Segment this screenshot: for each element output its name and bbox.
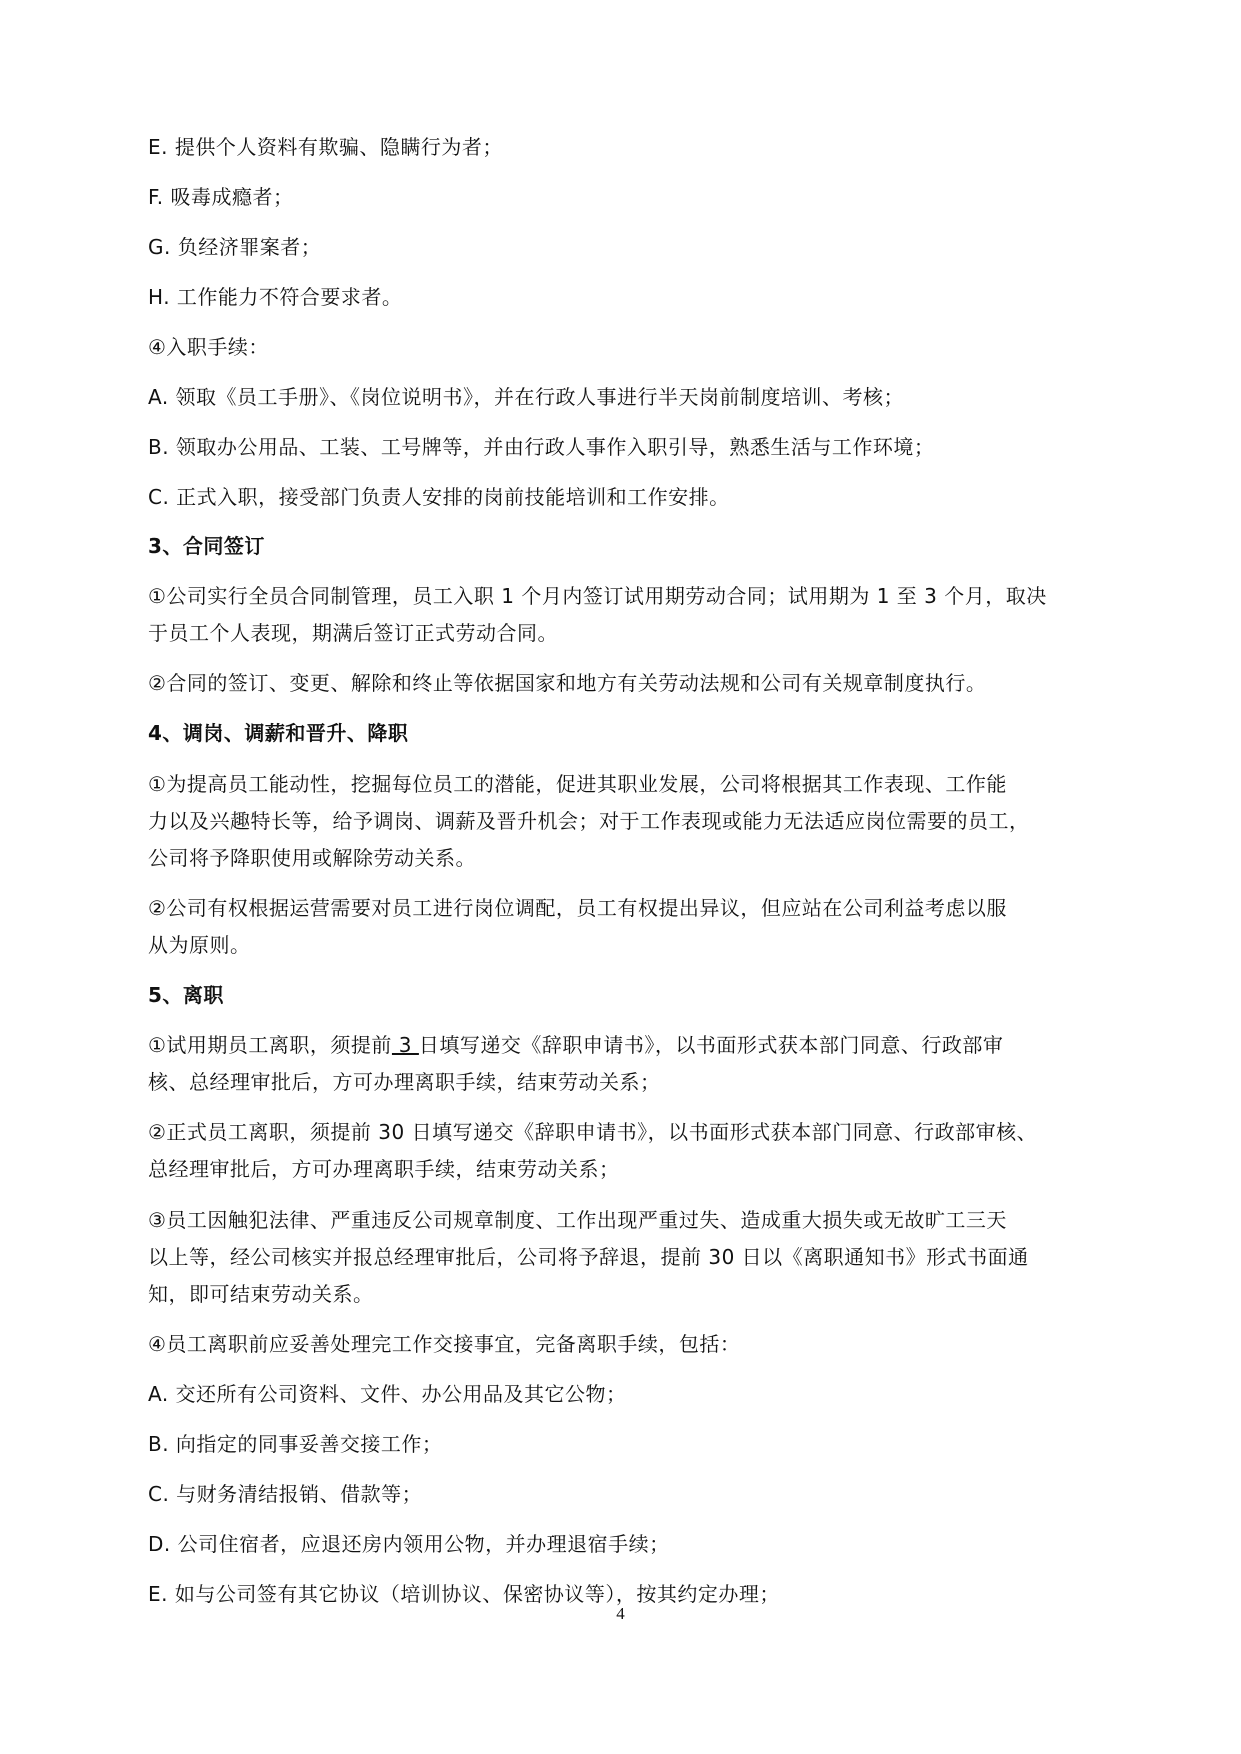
section-heading-contract: 3、合同签订 bbox=[148, 534, 265, 558]
text-line: ④员工离职前应妥善处理完工作交接事宜，完备离职手续，包括： bbox=[148, 1332, 741, 1356]
text-line: E. 提供个人资料有欺骗、隐瞒行为者； bbox=[148, 135, 503, 159]
text-line: E. 如与公司签有其它协议（培训协议、保密协议等），按其约定办理； bbox=[148, 1582, 780, 1606]
text-line: ④入职手续： bbox=[148, 335, 269, 359]
text-line: 公司将予降职使用或解除劳动关系。 bbox=[148, 846, 476, 870]
text-line: F. 吸毒成瘾者； bbox=[148, 185, 294, 209]
page-number: 4 bbox=[616, 1604, 625, 1623]
text-line: ③员工因触犯法律、严重违反公司规章制度、工作出现严重过失、造成重大损失或无故旷工三天 bbox=[148, 1208, 1007, 1232]
text-line: 于员工个人表现，期满后签订正式劳动合同。 bbox=[148, 621, 558, 645]
text-line: C. 正式入职，接受部门负责人安排的岗前技能培训和工作安排。 bbox=[148, 485, 730, 509]
text-line: B. 向指定的同事妥善交接工作； bbox=[148, 1432, 443, 1456]
text-line: A. 领取《员工手册》、《岗位说明书》，并在行政人事进行半天岗前制度培训、考核； bbox=[148, 385, 905, 409]
text-line: C. 与财务清结报销、借款等； bbox=[148, 1482, 423, 1506]
text-line-probation-resign bbox=[148, 1032, 1003, 1058]
text-line: B. 领取办公用品、工装、工号牌等，并由行政人事作入职引导，熟悉生活与工作环境； bbox=[148, 435, 935, 459]
text-line: ①为提高员工能动性，挖掘每位员工的潜能，促进其职业发展，公司将根据其工作表现、工作能 bbox=[148, 772, 1007, 796]
text-line: G. 负经济罪案者； bbox=[148, 235, 322, 259]
text-line: H. 工作能力不符合要求者。 bbox=[148, 285, 403, 309]
text-line: 核、总经理审批后，方可办理离职手续，结束劳动关系； bbox=[148, 1070, 661, 1094]
underlined-days: 3 bbox=[391, 1033, 419, 1057]
text-fragment: ①试用期员工离职，须提前 bbox=[148, 1033, 392, 1057]
text-line: ①公司实行全员合同制管理，员工入职 1 个月内签订试用期劳动合同；试用期为 1 至 3 个月，取决 bbox=[148, 584, 1047, 608]
text-line: 总经理审批后，方可办理离职手续，结束劳动关系； bbox=[148, 1157, 620, 1181]
text-line: D. 公司住宿者，应退还房内领用公物，并办理退宿手续； bbox=[148, 1532, 670, 1556]
section-heading-transfer: 4、调岗、调薪和晋升、降职 bbox=[148, 721, 409, 745]
text-line: ②正式员工离职，须提前 30 日填写递交《辞职申请书》，以书面形式获本部门同意、行政部审核、 bbox=[148, 1120, 1038, 1144]
text-fragment: 日填写递交《辞职申请书》，以书面形式获本部门同意、行政部审 bbox=[418, 1033, 1004, 1057]
text-line: ②公司有权根据运营需要对员工进行岗位调配，员工有权提出异议，但应站在公司利益考虑以服 bbox=[148, 896, 1007, 920]
text-line: 以上等，经公司核实并报总经理审批后，公司将予辞退，提前 30 日以《离职通知书》形式书面通 bbox=[148, 1245, 1029, 1269]
text-line: A. 交还所有公司资料、文件、办公用品及其它公物； bbox=[148, 1382, 627, 1406]
text-line: 知，即可结束劳动关系。 bbox=[148, 1282, 374, 1306]
section-heading-resignation: 5、离职 bbox=[148, 983, 224, 1007]
text-line: 力以及兴趣特长等，给予调岗、调薪及晋升机会；对于工作表现或能力无法适应岗位需要的员工， bbox=[148, 809, 1030, 833]
text-line: ②合同的签订、变更、解除和终止等依据国家和地方有关劳动法规和公司有关规章制度执行。 bbox=[148, 671, 987, 695]
text-line: 从为原则。 bbox=[148, 933, 251, 957]
